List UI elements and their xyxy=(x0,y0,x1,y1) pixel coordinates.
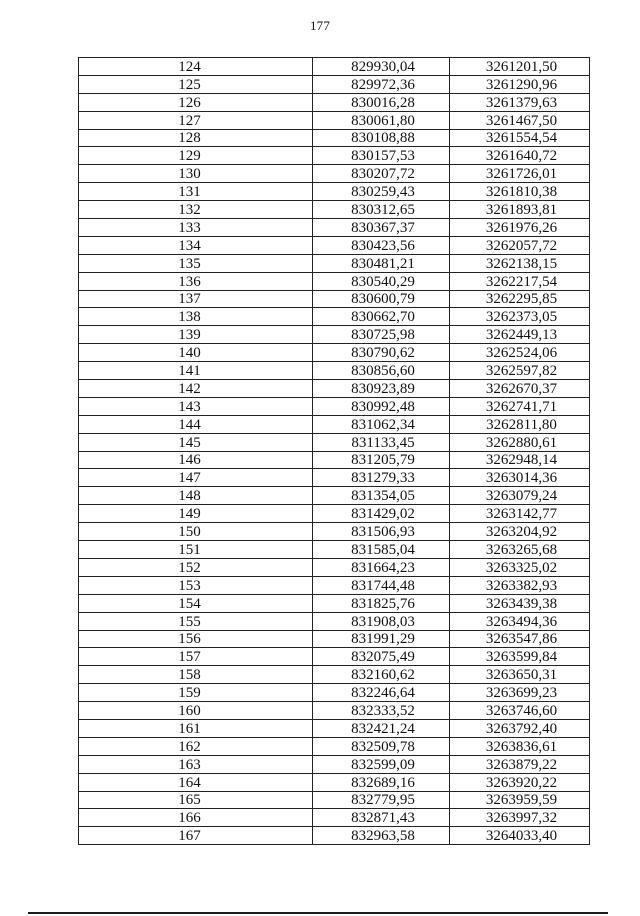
y-coordinate-cell: 3262373,05 xyxy=(450,308,590,326)
y-coordinate-cell: 3261554,54 xyxy=(450,129,590,147)
y-coordinate-cell: 3261976,26 xyxy=(450,219,590,237)
y-coordinate-cell: 3262811,80 xyxy=(450,415,590,433)
point-number-cell: 149 xyxy=(79,505,313,523)
x-coordinate-cell: 830207,72 xyxy=(313,165,450,183)
table-row xyxy=(79,505,590,523)
point-number-cell: 137 xyxy=(79,290,313,308)
point-number-cell: 143 xyxy=(79,397,313,415)
y-coordinate-cell: 3263325,02 xyxy=(450,558,590,576)
table-row xyxy=(79,129,590,147)
y-coordinate-cell: 3262597,82 xyxy=(450,362,590,380)
point-number-cell: 163 xyxy=(79,755,313,773)
table-row xyxy=(79,344,590,362)
x-coordinate-cell: 831354,05 xyxy=(313,487,450,505)
y-coordinate-cell: 3262449,13 xyxy=(450,326,590,344)
y-coordinate-cell: 3263959,59 xyxy=(450,791,590,809)
x-coordinate-cell: 832871,43 xyxy=(313,809,450,827)
point-number-cell: 147 xyxy=(79,469,313,487)
point-number-cell: 125 xyxy=(79,75,313,93)
y-coordinate-cell: 3261726,01 xyxy=(450,165,590,183)
x-coordinate-cell: 830662,70 xyxy=(313,308,450,326)
table-row xyxy=(79,630,590,648)
point-number-cell: 146 xyxy=(79,451,313,469)
point-number-cell: 141 xyxy=(79,362,313,380)
x-coordinate-cell: 832246,64 xyxy=(313,684,450,702)
x-coordinate-cell: 831585,04 xyxy=(313,541,450,559)
y-coordinate-cell: 3262138,15 xyxy=(450,254,590,272)
x-coordinate-cell: 830016,28 xyxy=(313,93,450,111)
y-coordinate-cell: 3262670,37 xyxy=(450,380,590,398)
x-coordinate-cell: 831908,03 xyxy=(313,612,450,630)
x-coordinate-cell: 829972,36 xyxy=(313,75,450,93)
x-coordinate-cell: 829930,04 xyxy=(313,58,450,76)
table-row xyxy=(79,201,590,219)
x-coordinate-cell: 830312,65 xyxy=(313,201,450,219)
x-coordinate-cell: 830367,37 xyxy=(313,219,450,237)
table-row xyxy=(79,308,590,326)
point-number-cell: 155 xyxy=(79,612,313,630)
y-coordinate-cell: 3263792,40 xyxy=(450,719,590,737)
table-row xyxy=(79,702,590,720)
x-coordinate-cell: 832160,62 xyxy=(313,666,450,684)
point-number-cell: 134 xyxy=(79,236,313,254)
x-coordinate-cell: 832509,78 xyxy=(313,737,450,755)
point-number-cell: 130 xyxy=(79,165,313,183)
y-coordinate-cell: 3262524,06 xyxy=(450,344,590,362)
y-coordinate-cell: 3263650,31 xyxy=(450,666,590,684)
point-number-cell: 127 xyxy=(79,111,313,129)
table-row xyxy=(79,755,590,773)
x-coordinate-cell: 831205,79 xyxy=(313,451,450,469)
x-coordinate-cell: 831664,23 xyxy=(313,558,450,576)
table-row xyxy=(79,362,590,380)
table-row xyxy=(79,648,590,666)
x-coordinate-cell: 830725,98 xyxy=(313,326,450,344)
point-number-cell: 133 xyxy=(79,219,313,237)
table-row xyxy=(79,236,590,254)
x-coordinate-cell: 832421,24 xyxy=(313,719,450,737)
y-coordinate-cell: 3261467,50 xyxy=(450,111,590,129)
y-coordinate-cell: 3263142,77 xyxy=(450,505,590,523)
y-coordinate-cell: 3262217,54 xyxy=(450,272,590,290)
y-coordinate-cell: 3263599,84 xyxy=(450,648,590,666)
y-coordinate-cell: 3263879,22 xyxy=(450,755,590,773)
point-number-cell: 162 xyxy=(79,737,313,755)
table-row xyxy=(79,737,590,755)
x-coordinate-cell: 832075,49 xyxy=(313,648,450,666)
point-number-cell: 153 xyxy=(79,576,313,594)
y-coordinate-cell: 3261201,50 xyxy=(450,58,590,76)
x-coordinate-cell: 831429,02 xyxy=(313,505,450,523)
point-number-cell: 151 xyxy=(79,541,313,559)
table-row xyxy=(79,523,590,541)
y-coordinate-cell: 3263547,86 xyxy=(450,630,590,648)
x-coordinate-cell: 830790,62 xyxy=(313,344,450,362)
table-row xyxy=(79,541,590,559)
table-row xyxy=(79,791,590,809)
x-coordinate-cell: 831744,48 xyxy=(313,576,450,594)
table-row xyxy=(79,576,590,594)
y-coordinate-cell: 3263079,24 xyxy=(450,487,590,505)
y-coordinate-cell: 3261379,63 xyxy=(450,93,590,111)
x-coordinate-cell: 830423,56 xyxy=(313,236,450,254)
y-coordinate-cell: 3263920,22 xyxy=(450,773,590,791)
x-coordinate-cell: 830992,48 xyxy=(313,397,450,415)
x-coordinate-cell: 832689,16 xyxy=(313,773,450,791)
table-row xyxy=(79,487,590,505)
table-row xyxy=(79,594,590,612)
x-coordinate-cell: 830481,21 xyxy=(313,254,450,272)
y-coordinate-cell: 3263699,23 xyxy=(450,684,590,702)
table-row xyxy=(79,93,590,111)
point-number-cell: 128 xyxy=(79,129,313,147)
x-coordinate-cell: 831506,93 xyxy=(313,523,450,541)
point-number-cell: 131 xyxy=(79,183,313,201)
table-row xyxy=(79,165,590,183)
x-coordinate-cell: 832599,09 xyxy=(313,755,450,773)
x-coordinate-cell: 831133,45 xyxy=(313,433,450,451)
table-row xyxy=(79,433,590,451)
coordinates-table-body xyxy=(79,58,590,845)
x-coordinate-cell: 830157,53 xyxy=(313,147,450,165)
y-coordinate-cell: 3263014,36 xyxy=(450,469,590,487)
point-number-cell: 142 xyxy=(79,380,313,398)
table-row xyxy=(79,415,590,433)
x-coordinate-cell: 830856,60 xyxy=(313,362,450,380)
x-coordinate-cell: 832333,52 xyxy=(313,702,450,720)
point-number-cell: 160 xyxy=(79,702,313,720)
y-coordinate-cell: 3262880,61 xyxy=(450,433,590,451)
y-coordinate-cell: 3263494,36 xyxy=(450,612,590,630)
table-row xyxy=(79,809,590,827)
x-coordinate-cell: 830540,29 xyxy=(313,272,450,290)
x-coordinate-cell: 831991,29 xyxy=(313,630,450,648)
y-coordinate-cell: 3263997,32 xyxy=(450,809,590,827)
table-row xyxy=(79,827,590,845)
point-number-cell: 150 xyxy=(79,523,313,541)
point-number-cell: 166 xyxy=(79,809,313,827)
point-number-cell: 152 xyxy=(79,558,313,576)
y-coordinate-cell: 3263746,60 xyxy=(450,702,590,720)
y-coordinate-cell: 3262948,14 xyxy=(450,451,590,469)
table-row xyxy=(79,75,590,93)
table-row xyxy=(79,451,590,469)
x-coordinate-cell: 830923,89 xyxy=(313,380,450,398)
point-number-cell: 165 xyxy=(79,791,313,809)
y-coordinate-cell: 3261640,72 xyxy=(450,147,590,165)
x-coordinate-cell: 830600,79 xyxy=(313,290,450,308)
point-number-cell: 124 xyxy=(79,58,313,76)
point-number-cell: 157 xyxy=(79,648,313,666)
y-coordinate-cell: 3262057,72 xyxy=(450,236,590,254)
point-number-cell: 156 xyxy=(79,630,313,648)
table-row xyxy=(79,469,590,487)
point-number-cell: 132 xyxy=(79,201,313,219)
point-number-cell: 161 xyxy=(79,719,313,737)
y-coordinate-cell: 3261893,81 xyxy=(450,201,590,219)
table-row xyxy=(79,380,590,398)
x-coordinate-cell: 832963,58 xyxy=(313,827,450,845)
table-row xyxy=(79,397,590,415)
point-number-cell: 138 xyxy=(79,308,313,326)
table-row xyxy=(79,666,590,684)
table-row xyxy=(79,111,590,129)
point-number-cell: 136 xyxy=(79,272,313,290)
table-row xyxy=(79,272,590,290)
point-number-cell: 158 xyxy=(79,666,313,684)
x-coordinate-cell: 831279,33 xyxy=(313,469,450,487)
y-coordinate-cell: 3263836,61 xyxy=(450,737,590,755)
page-bottom-rule xyxy=(28,912,608,914)
x-coordinate-cell: 831062,34 xyxy=(313,415,450,433)
point-number-cell: 139 xyxy=(79,326,313,344)
table-row xyxy=(79,612,590,630)
table-row xyxy=(79,773,590,791)
table-row xyxy=(79,219,590,237)
point-number-cell: 167 xyxy=(79,827,313,845)
table-row xyxy=(79,58,590,76)
page-number: 177 xyxy=(309,18,331,33)
point-number-cell: 164 xyxy=(79,773,313,791)
y-coordinate-cell: 3261290,96 xyxy=(450,75,590,93)
x-coordinate-cell: 830108,88 xyxy=(313,129,450,147)
table-row xyxy=(79,183,590,201)
point-number-cell: 144 xyxy=(79,415,313,433)
table-row xyxy=(79,326,590,344)
point-number-cell: 135 xyxy=(79,254,313,272)
table-row xyxy=(79,147,590,165)
x-coordinate-cell: 832779,95 xyxy=(313,791,450,809)
x-coordinate-cell: 830061,80 xyxy=(313,111,450,129)
x-coordinate-cell: 830259,43 xyxy=(313,183,450,201)
point-number-cell: 159 xyxy=(79,684,313,702)
table-row xyxy=(79,290,590,308)
y-coordinate-cell: 3263204,92 xyxy=(450,523,590,541)
x-coordinate-cell: 831825,76 xyxy=(313,594,450,612)
point-number-cell: 140 xyxy=(79,344,313,362)
table-row xyxy=(79,684,590,702)
point-number-cell: 145 xyxy=(79,433,313,451)
y-coordinate-cell: 3263439,38 xyxy=(450,594,590,612)
y-coordinate-cell: 3263265,68 xyxy=(450,541,590,559)
y-coordinate-cell: 3261810,38 xyxy=(450,183,590,201)
y-coordinate-cell: 3262741,71 xyxy=(450,397,590,415)
point-number-cell: 129 xyxy=(79,147,313,165)
point-number-cell: 148 xyxy=(79,487,313,505)
point-number-cell: 126 xyxy=(79,93,313,111)
point-number-cell: 154 xyxy=(79,594,313,612)
table-row xyxy=(79,719,590,737)
y-coordinate-cell: 3263382,93 xyxy=(450,576,590,594)
y-coordinate-cell: 3262295,85 xyxy=(450,290,590,308)
table-row xyxy=(79,254,590,272)
coordinates-table xyxy=(78,57,590,845)
table-row xyxy=(79,558,590,576)
y-coordinate-cell: 3264033,40 xyxy=(450,827,590,845)
